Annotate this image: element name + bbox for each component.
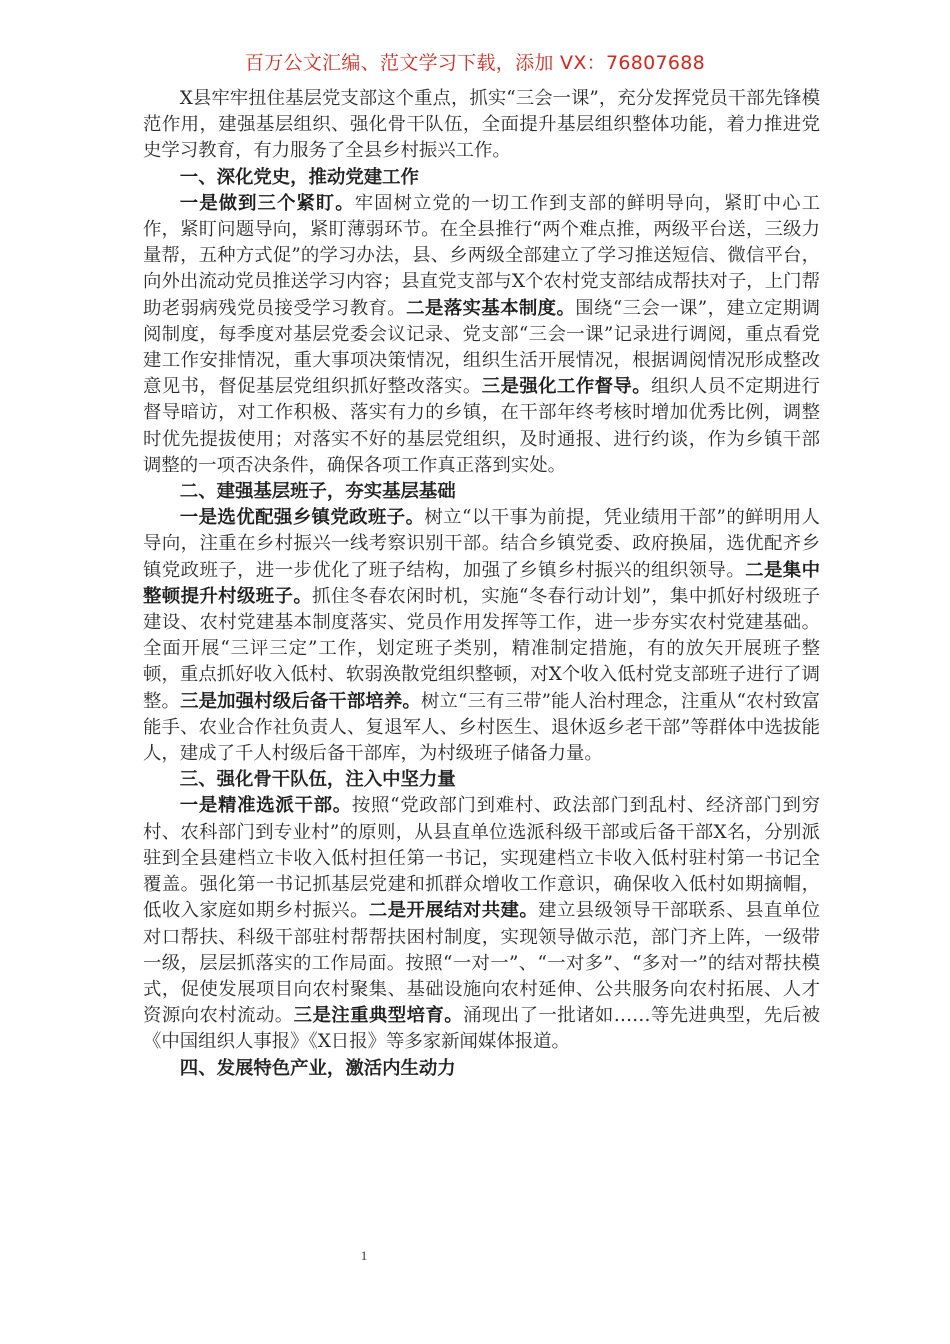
point-title: 一是选优配强乡镇党政班子。 bbox=[179, 507, 425, 529]
intro-paragraph: X县牢牢扭住基层党支部这个重点，抓实“三会一课”，充分发挥党员干部先锋模范作用，建强基层组织、强化骨干队伍，全面提升基层组织整体功能，着力推进党史学习教育，有力服务了全县乡村振兴工作。 bbox=[143, 88, 820, 162]
point-text: 抓住冬春农闲时机，实施“冬春行动计划”，集中抓好村级班子建设、农村党建基本制度落实、党员作用发挥等工作，进一步夯实农村党建基础。全面开展“三评三定”工作，划定班子类别，精准制定措施，有的放矢开展班子整顿，重点抓好收入低村、软弱涣散党组织整顿，对X个收入低村党支部班子进行了调整。 bbox=[143, 585, 820, 712]
point-title: 三是注重典型培育。 bbox=[293, 1005, 464, 1027]
point-text: 按照“党政部门到难村、政法部门到乱村、经济部门到穷村、农科部门到专业村”的原则，从县直单位选派科级干部或后备干部X名，分别派驻到全县建档立卡收入低村担任第一书记，实现建档立卡收入低村驻村第一书记全覆盖。强化第一书记抓基层党建和抓群众增收工作意识，确保收入低村如期摘帽，低收入家庭如期乡村振兴。 bbox=[143, 795, 820, 922]
section-heading-1: 一、深化党史，推动党建工作 bbox=[179, 166, 419, 188]
section-3-paragraph bbox=[143, 793, 820, 1055]
point-text: 树立“以干事为前提，凭业绩用干部”的鲜明用人导向，注重在乡村振兴一线考察识别干部。结合乡镇党委、政府换届，选优配齐乡镇党政班子，进一步优化了班子结构，加强了乡镇乡村振兴的组织领导。 bbox=[143, 507, 820, 581]
document-body bbox=[143, 86, 820, 1082]
point-title: 二是集中整顿提升村级班子。 bbox=[143, 559, 820, 607]
section-1-paragraph bbox=[143, 191, 820, 479]
point-text: 建立县级领导干部联系、县直单位对口帮扶、科级干部驻村帮帮扶困村制度，实现领导做示范，部门齐上阵，一级带一级，层层抓落实的工作局面。按照“一对一”、“一对多”、“多对一”的结对帮扶模式，促使发展项目向农村聚集、基础设施向农村延伸、公共服务向农村拓展、人才资源向农村流动。 bbox=[143, 900, 820, 1027]
section-heading-4: 四、发展特色产业，激活内生动力 bbox=[179, 1057, 456, 1079]
point-title: 三是强化工作督导。 bbox=[481, 376, 652, 398]
point-title: 三是加强村级后备干部培养。 bbox=[180, 690, 421, 712]
watermark-banner: 百万公文汇编、范文学习下载，添加 VX：76807688 bbox=[244, 52, 706, 74]
point-title: 二是开展结对共建。 bbox=[368, 900, 539, 922]
section-heading-3: 三、强化骨干队伍，注入中坚力量 bbox=[179, 769, 456, 791]
point-title: 二是落实基本制度。 bbox=[406, 297, 576, 319]
page-number: 1 bbox=[360, 1248, 368, 1263]
section-2-paragraph bbox=[143, 505, 820, 767]
point-text: 组织人员不定期进行督导暗访，对工作积极、落实有力的乡镇，在干部年终考核时增加优秀比例，调整时优先提拔使用；对落实不好的基层党组织，及时通报、进行约谈，作为乡镇干部调整的一项否决条件，确保各项工作真正落到实处。 bbox=[143, 376, 820, 476]
point-title: 一是做到三个紧盯。 bbox=[179, 192, 355, 214]
section-heading-2: 二、建强基层班子，夯实基层基础 bbox=[179, 481, 456, 503]
point-text: 涌现出了一批诸如……等先进典型，先后被《中国组织人事报》《X日报》等多家新闻媒体报道。 bbox=[143, 1005, 820, 1053]
point-text: 树立“三有三带”能人治村理念，注重从“农村致富能手、农业合作社负责人、复退军人、乡村医生、退休返乡老干部”等群体中选拔能人，建成了千人村级后备干部库，为村级班子储备力量。 bbox=[143, 690, 820, 765]
point-text: 围绕“三会一课”，建立定期调阅制度，每季度对基层党委会议记录、党支部“三会一课”记录进行调阅，重点看党建工作安排情况，重大事项决策情况，组织生活开展情况，根据调阅情况形成整改意见书，督促基层党组织抓好整改落实。 bbox=[143, 297, 820, 398]
point-text: 牢固树立党的一切工作到支部的鲜明导向，紧盯中心工作，紧盯问题导向，紧盯薄弱环节。在全县推行“两个难点推，两级平台送，三级力量帮，五种方式促”的学习办法，县、乡两级全部建立了学习推送短信、微信平台，向外出流动党员推送学习内容；县直党支部与X个农村党支部结成帮扶对子，上门帮助老弱病残党员接受学习教育。 bbox=[143, 192, 820, 319]
point-title: 一是精准选派干部。 bbox=[179, 795, 352, 817]
